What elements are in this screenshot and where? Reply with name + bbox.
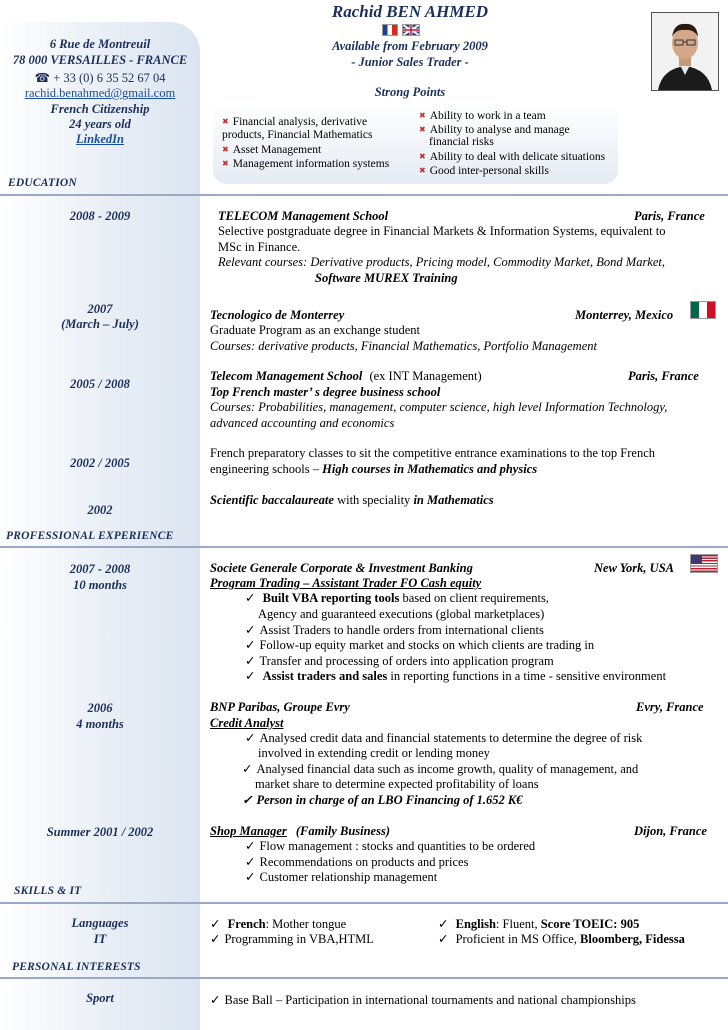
skill-office-text: Proficient in MS Office, (455, 932, 581, 946)
exp-1-bullet-1-cont: Agency and guaranteed executions (global marketplaces) (258, 607, 545, 621)
strong-point-right-2b: financial risks (429, 136, 494, 148)
skill-english-level: : Fluent, (495, 917, 541, 931)
skill-french-name: French (227, 917, 266, 931)
exp-1-location: New York, USA (594, 561, 674, 575)
exp-2-date: 2006 (87, 701, 113, 715)
phone-number: + 33 (0) 6 35 52 67 04 (53, 71, 166, 85)
section-skills: SKILLS & IT (14, 885, 82, 897)
exp-3-company-extra: (Family Business) (295, 824, 391, 838)
exp-1-b1-rest: based on client requirements, (399, 591, 549, 605)
exp-1-bullet-5 (245, 669, 666, 684)
france-flag-icon (382, 24, 398, 36)
edu-5-bac: Scientific baccalaureate (210, 493, 334, 507)
skill-english-name: English (455, 917, 496, 931)
strong-point-right-4: ✖ Good inter-personal skills (419, 163, 549, 179)
skill-french-level: : Mother tongue (265, 917, 347, 931)
target-position: - Junior Sales Trader - (351, 55, 469, 69)
skills-divider (0, 902, 728, 904)
interests-divider (0, 977, 728, 979)
edu-3-line-2: Courses: Probabilities, management, computer science, high level Information Technology, (210, 400, 668, 414)
edu-3-school: Telecom Management School (210, 369, 363, 383)
strong-point-left-3: ✖ Asset Management (222, 142, 321, 158)
exp-3-bullet-3: ✓ Customer relationship management (245, 870, 437, 885)
exp-1-b5-rest: in reporting functions in a time - sensitive environment (387, 669, 667, 683)
edu-3-line-3: advanced accounting and economics (210, 416, 395, 430)
edu-3-date: 2005 / 2008 (70, 377, 130, 391)
edu-4-line-2a: engineering schools – (210, 462, 323, 476)
exp-3-date: Summer 2001 / 2002 (46, 825, 154, 839)
phone-icon: ☎ (34, 71, 51, 85)
exp-3-company: Shop Manager (210, 824, 287, 838)
edu-4-date: 2002 / 2005 (70, 456, 130, 470)
exp-1-b1-bold: Built VBA reporting tools (262, 591, 400, 605)
exp-1-bullet-1 (245, 591, 549, 606)
strong-point-right-1: ✖ Ability to work in a team (419, 108, 546, 124)
edu-1-location: Paris, France (634, 209, 705, 223)
strong-points-title: Strong Points (374, 85, 446, 99)
age: 24 years old (69, 117, 131, 131)
exp-2-role: Credit Analyst (210, 716, 284, 730)
edu-1-line-2: MSc in Finance. (218, 240, 301, 254)
section-interests: PERSONAL INTERESTS (12, 961, 141, 973)
exp-1-bullet-3: ✓ Follow-up equity market and stocks on which clients are trading in (245, 638, 594, 653)
edu-3-school-line (210, 369, 482, 384)
exp-2-bullet-1: ✓ Analysed credit data and financial statements to determine the degree of risk (245, 731, 642, 746)
exp-2-bullet-1-cont: involved in extending credit or lending money (258, 746, 490, 760)
email-link[interactable]: rachid.benahmed@gmail.com (24, 86, 176, 100)
exp-1-b5-bold: Assist traders and sales (262, 669, 388, 683)
edu-1-line-4: Software MUREX Training (315, 271, 458, 285)
address-line-2: 78 000 VERSAILLES - FRANCE (12, 53, 188, 67)
profile-photo (651, 12, 719, 91)
edu-1-line-1: Selective postgraduate degree in Financial Markets & Information Systems, equivalent to (218, 224, 666, 238)
edu-2-date: 2007 (87, 302, 113, 316)
interest-sport: ✓ Base Ball – Participation in international tournaments and national championships (210, 993, 636, 1008)
availability: Available from February 2009 (332, 39, 488, 53)
edu-5-math: in Mathematics (413, 493, 494, 507)
exp-3-bullet-1: ✓ Flow management : stocks and quantities to be ordered (245, 839, 535, 854)
exp-1-role: Program Trading – Assistant Trader FO Cash equity (210, 576, 482, 590)
strong-point-right-3: ✖ Ability to deal with delicate situations (419, 149, 605, 165)
candidate-name: Rachid BEN AHMED (331, 2, 489, 21)
skill-office (438, 932, 685, 947)
exp-2-location: Evry, France (636, 700, 704, 714)
skills-label-it: IT (93, 932, 107, 946)
edu-5-date: 2002 (87, 503, 113, 517)
strong-point-left-4: ✖ Management information systems (222, 156, 389, 172)
interest-label-sport: Sport (86, 991, 114, 1005)
mexico-flag-icon (690, 301, 716, 319)
experience-divider (0, 546, 728, 548)
address-line-1: 6 Rue de Montreuil (49, 37, 151, 51)
exp-2-duration: 4 months (76, 717, 124, 731)
edu-2-school: Tecnologico de Monterrey (210, 308, 345, 322)
strong-point-left-2: products, Financial Mathematics (222, 129, 373, 141)
exp-1-company: Societe Generale Corporate & Investment Banking (210, 561, 473, 575)
exp-2-bullet-2-cont: market share to determine expected profitability of loans (255, 777, 539, 791)
edu-1-line-3: Relevant courses: Derivative products, Pricing model, Commodity Market, Bond Market, (218, 255, 665, 269)
linkedin-link[interactable]: LinkedIn (76, 132, 124, 146)
section-education: EDUCATION (8, 177, 77, 189)
uk-flag-icon (402, 24, 420, 36)
edu-3-location: Paris, France (628, 369, 699, 383)
usa-flag-icon (690, 554, 718, 573)
skill-programming: ✓ Programming in VBA,HTML (210, 932, 374, 947)
section-experience: PROFESSIONAL EXPERIENCE (6, 530, 174, 542)
edu-3-school-extra: (ex INT Management) (369, 369, 482, 383)
edu-4-line-1: French preparatory classes to sit the competitive entrance examinations to the top French (210, 446, 655, 460)
edu-2-period: (March – July) (61, 317, 139, 331)
exp-2-company: BNP Paribas, Groupe Evry (210, 700, 350, 714)
edu-1-date: 2008 - 2009 (69, 209, 131, 223)
edu-5-with: with speciality (333, 493, 414, 507)
exp-1-duration: 10 months (73, 578, 127, 592)
skill-english (438, 917, 639, 932)
skills-label-languages: Languages (71, 916, 129, 930)
edu-2-line-1: Graduate Program as an exchange student (210, 323, 420, 337)
exp-1-bullet-2: ✓ Assist Traders to handle orders from international clients (245, 623, 544, 638)
skill-french (210, 917, 346, 932)
education-divider (0, 194, 728, 196)
edu-5-line (210, 493, 494, 508)
citizenship: French Citizenship (50, 102, 150, 116)
edu-2-line-2: Courses: derivative products, Financial Mathematics, Portfolio Management (210, 339, 597, 353)
exp-3-bullet-2: ✓ Recommendations on products and prices (245, 855, 468, 870)
exp-3-company-line (210, 824, 390, 839)
edu-2-location: Monterrey, Mexico (575, 308, 674, 322)
edu-4-line-2b: High courses in Mathematics and physics (322, 462, 538, 476)
edu-3-line-1: Top French master’ s degree business school (210, 385, 441, 399)
strong-point-left-1: ✖ Financial analysis, derivative (222, 114, 367, 130)
exp-2-bullet-2: ✓ Analysed financial data such as income growth, quality of management, and (242, 762, 638, 777)
exp-1-date: 2007 - 2008 (69, 562, 131, 576)
edu-1-school: TELECOM Management School (218, 209, 389, 223)
strong-point-right-2: ✖ Ability to analyse and manage (419, 122, 570, 138)
phone (0, 70, 200, 86)
exp-1-bullet-4: ✓ Transfer and processing of orders into application program (245, 654, 554, 669)
edu-4-line-2 (210, 462, 537, 477)
skill-bloomberg: Bloomberg, Fidessa (580, 932, 685, 946)
skill-toeic: Score TOEIC: 905 (540, 917, 640, 931)
exp-2-bullet-3: ✓ Person in charge of an LBO Financing of 1.652 K€ (242, 793, 523, 808)
exp-3-location: Dijon, France (634, 824, 707, 838)
